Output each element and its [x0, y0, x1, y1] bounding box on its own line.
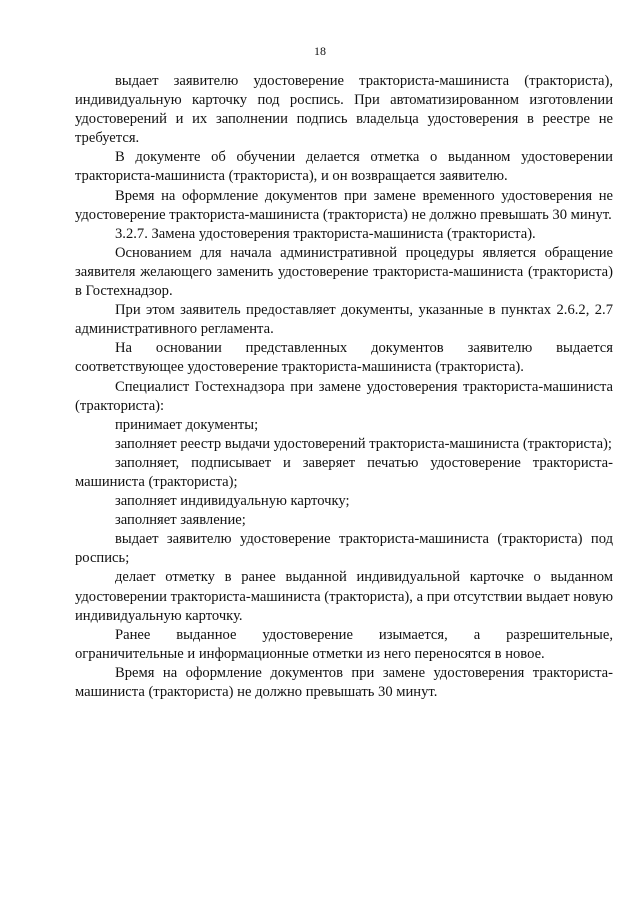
paragraph: Основанием для начала административной процедуры является обращение заявителя желающего заменить удостоверение тракториста-машиниста (тракториста) в Гостехнадзор.	[75, 244, 613, 300]
page-number: 18	[314, 44, 326, 58]
paragraph: Время на оформление документов при замене удостоверения тракториста-машиниста (тракториста) не должно превышать 30 минут.	[75, 664, 613, 700]
paragraph: На основании представленных документов заявителю выдается соответствующее удостоверение тракториста-машиниста (тракториста).	[75, 340, 613, 376]
list-item: заполняет заявление;	[115, 512, 246, 529]
paragraph: При этом заявитель предоставляет документы, указанные в пунктах 2.6.2, 2.7 административного регламента.	[75, 302, 613, 338]
paragraph: Время на оформление документов при замене временного удостоверения не удостоверение тракториста-машиниста (тракториста) не должно превышать 30 минут.	[75, 187, 613, 223]
paragraph: Ранее выданное удостоверение изымается, а разрешительные, ограничительные и информационные отметки из него переносятся в новое.	[75, 626, 613, 662]
list-item: заполняет реестр выдачи удостоверений тракториста-машиниста (тракториста);	[115, 435, 612, 452]
paragraph: В документе об обучении делается отметка о выданном удостоверении тракториста-машиниста (тракториста), и он возвращается заявителю.	[75, 149, 613, 185]
section-heading: 3.2.7. Замена удостоверения тракториста-машиниста (тракториста).	[115, 225, 536, 242]
document-body	[75, 72, 613, 702]
paragraph: Специалист Гостехнадзора при замене удостоверения тракториста-машиниста (тракториста):	[75, 378, 613, 414]
list-item: выдает заявителю удостоверение тракториста-машиниста (тракториста) под роспись;	[75, 531, 613, 567]
list-item: заполняет, подписывает и заверяет печатью удостоверение тракториста-машиниста (тракториста);	[75, 454, 613, 490]
list-item: делает отметку в ранее выданной индивидуальной карточке о выданном удостоверении тракториста-машиниста (тракториста), а при отсутствии выдает новую индивидуальную карточку.	[75, 569, 613, 624]
list-item: заполняет индивидуальную карточку;	[115, 493, 350, 510]
list-item: принимает документы;	[115, 416, 259, 433]
paragraph-continuation: выдает заявителю удостоверение тракториста-машиниста (тракториста), индивидуальную карточку под роспись. При автоматизированном изготовлении удостоверений и их заполнении подпись владельца удостоверения в реестре не требуется.	[75, 73, 613, 147]
